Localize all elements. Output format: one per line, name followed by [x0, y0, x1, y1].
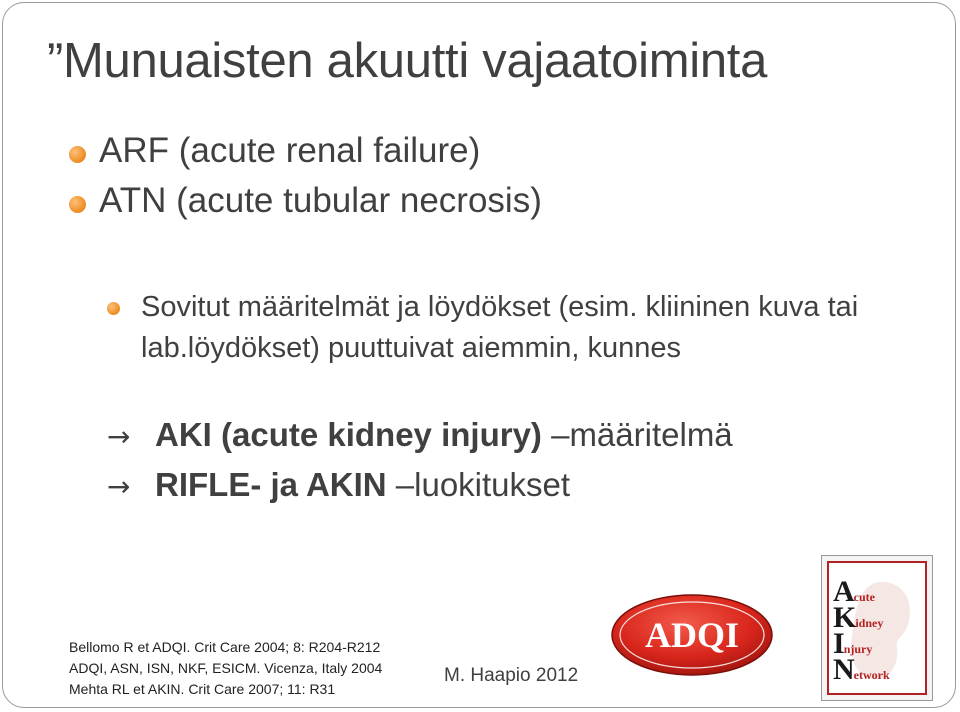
akin-letter: A: [833, 575, 854, 608]
reference-line: Mehta RL et AKIN. Crit Care 2007; 11: R31: [69, 681, 336, 697]
akin-letter: K: [833, 601, 856, 634]
sub-bullet-text: Sovitut määritelmät ja löydökset (esim. kliininen kuva tai lab.löydökset) puuttuivat aiemmin, kunnes: [141, 291, 859, 364]
bullet-dot-icon: [69, 196, 86, 213]
akin-word: cute: [853, 590, 875, 604]
adqi-logo-icon: [609, 592, 775, 678]
akin-word: etwork: [853, 668, 890, 682]
bullet-text: ARF (acute renal failure): [99, 131, 481, 170]
reference-line: Bellomo R et ADQI. Crit Care 2004; 8: R204-R212: [69, 639, 381, 655]
slide: [2, 2, 956, 708]
references: [69, 637, 382, 700]
akin-word: idney: [855, 616, 884, 630]
right-arrow-icon: →: [107, 420, 131, 453]
adqi-logo-text: ADQI: [644, 615, 740, 655]
arrow-line-strong: AKI (acute kidney injury): [155, 416, 542, 453]
arrow-line-rest: –luokitukset: [386, 466, 571, 503]
arrow-line: [107, 466, 570, 504]
slide-title: ”Munuaisten akuutti vajaatoiminta: [47, 34, 768, 88]
akin-word: njury: [843, 642, 873, 656]
arrow-line-rest: –määritelmä: [541, 416, 733, 453]
arrow-line-strong: RIFLE- ja AKIN: [155, 466, 387, 503]
bullet-dot-icon: [69, 146, 86, 163]
akin-logo-frame: [827, 561, 927, 695]
bullet-dot-icon: [107, 302, 120, 315]
akin-row: [833, 653, 890, 687]
right-arrow-icon: →: [107, 470, 131, 503]
arrow-line: [107, 416, 733, 454]
reference-line: ADQI, ASN, ISN, NKF, ESICM. Vicenza, Italy 2004: [69, 660, 383, 676]
author-footer: M. Haapio 2012: [444, 665, 579, 686]
akin-letter: I: [833, 627, 844, 660]
akin-letter: N: [833, 653, 854, 686]
bullet-text: ATN (acute tubular necrosis): [99, 181, 542, 220]
akin-logo: [821, 555, 933, 701]
